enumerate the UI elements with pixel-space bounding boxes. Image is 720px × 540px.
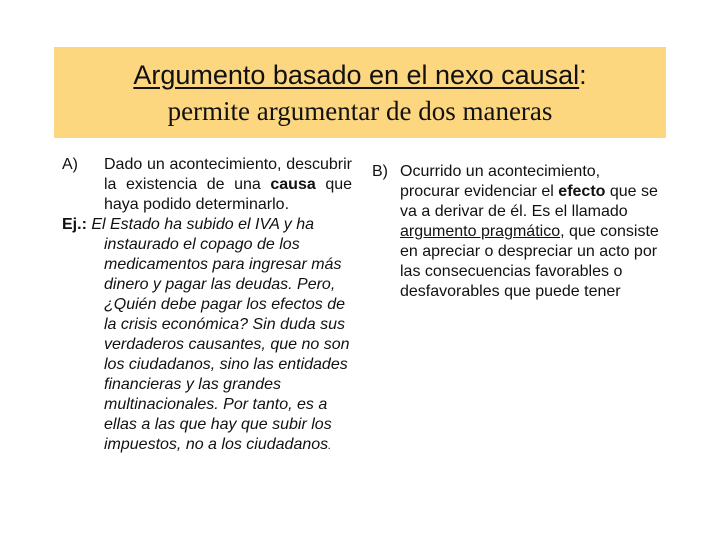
example-paragraph	[62, 215, 352, 456]
example-text: El Estado ha subido el IVA y ha instaurado el copago de los medicamentos para ingresar más dinero y pagar las deudas. Pero, ¿Quién debe pagar los efectos de la crisis económica? Sin duda sus verdaderos causantes, que no son los ciudadanos, sino las entidades financieras y las grandes multinacionales. Por tanto, es a ellas a las que hay que subir los impuestos, no a los ciudadanos	[86, 216, 350, 453]
item-a-marker: A)	[62, 156, 78, 173]
slide-title	[54, 59, 666, 91]
column-a	[62, 155, 352, 456]
example-period: .	[328, 440, 332, 452]
underlined-argumento-pragmatico: argumento pragmático	[400, 223, 561, 240]
item-b-text	[372, 162, 662, 302]
keyword-causa: causa	[270, 176, 316, 193]
item-a-text	[62, 155, 352, 215]
title-banner	[54, 47, 666, 138]
item-b-text-start: Ocurrido un acontecimiento, procurar evidenciar el	[400, 163, 601, 200]
item-a-text-end: que haya podido determinarlo.	[104, 176, 353, 213]
title-underlined-part: Argumento basado en el nexo causal	[133, 60, 580, 90]
title-colon: :	[579, 60, 587, 90]
example-label: Ej.:	[62, 216, 87, 233]
item-a	[62, 155, 352, 215]
item-a-text-start: Dado un acontecimiento, descubrir la existencia de una	[104, 156, 352, 193]
column-b	[372, 162, 662, 302]
item-b	[372, 162, 662, 302]
item-b-marker: B)	[372, 163, 388, 180]
item-b-text-mid: que se va a derivar de él. Es el llamado	[400, 183, 658, 220]
slide-subtitle: permite argumentar de dos maneras	[167, 96, 553, 126]
item-b-text-end: , que consiste en apreciar o despreciar un acto por las consecuencias favorables o desfavorables que puede tener	[400, 223, 659, 300]
keyword-efecto: efecto	[558, 183, 606, 200]
